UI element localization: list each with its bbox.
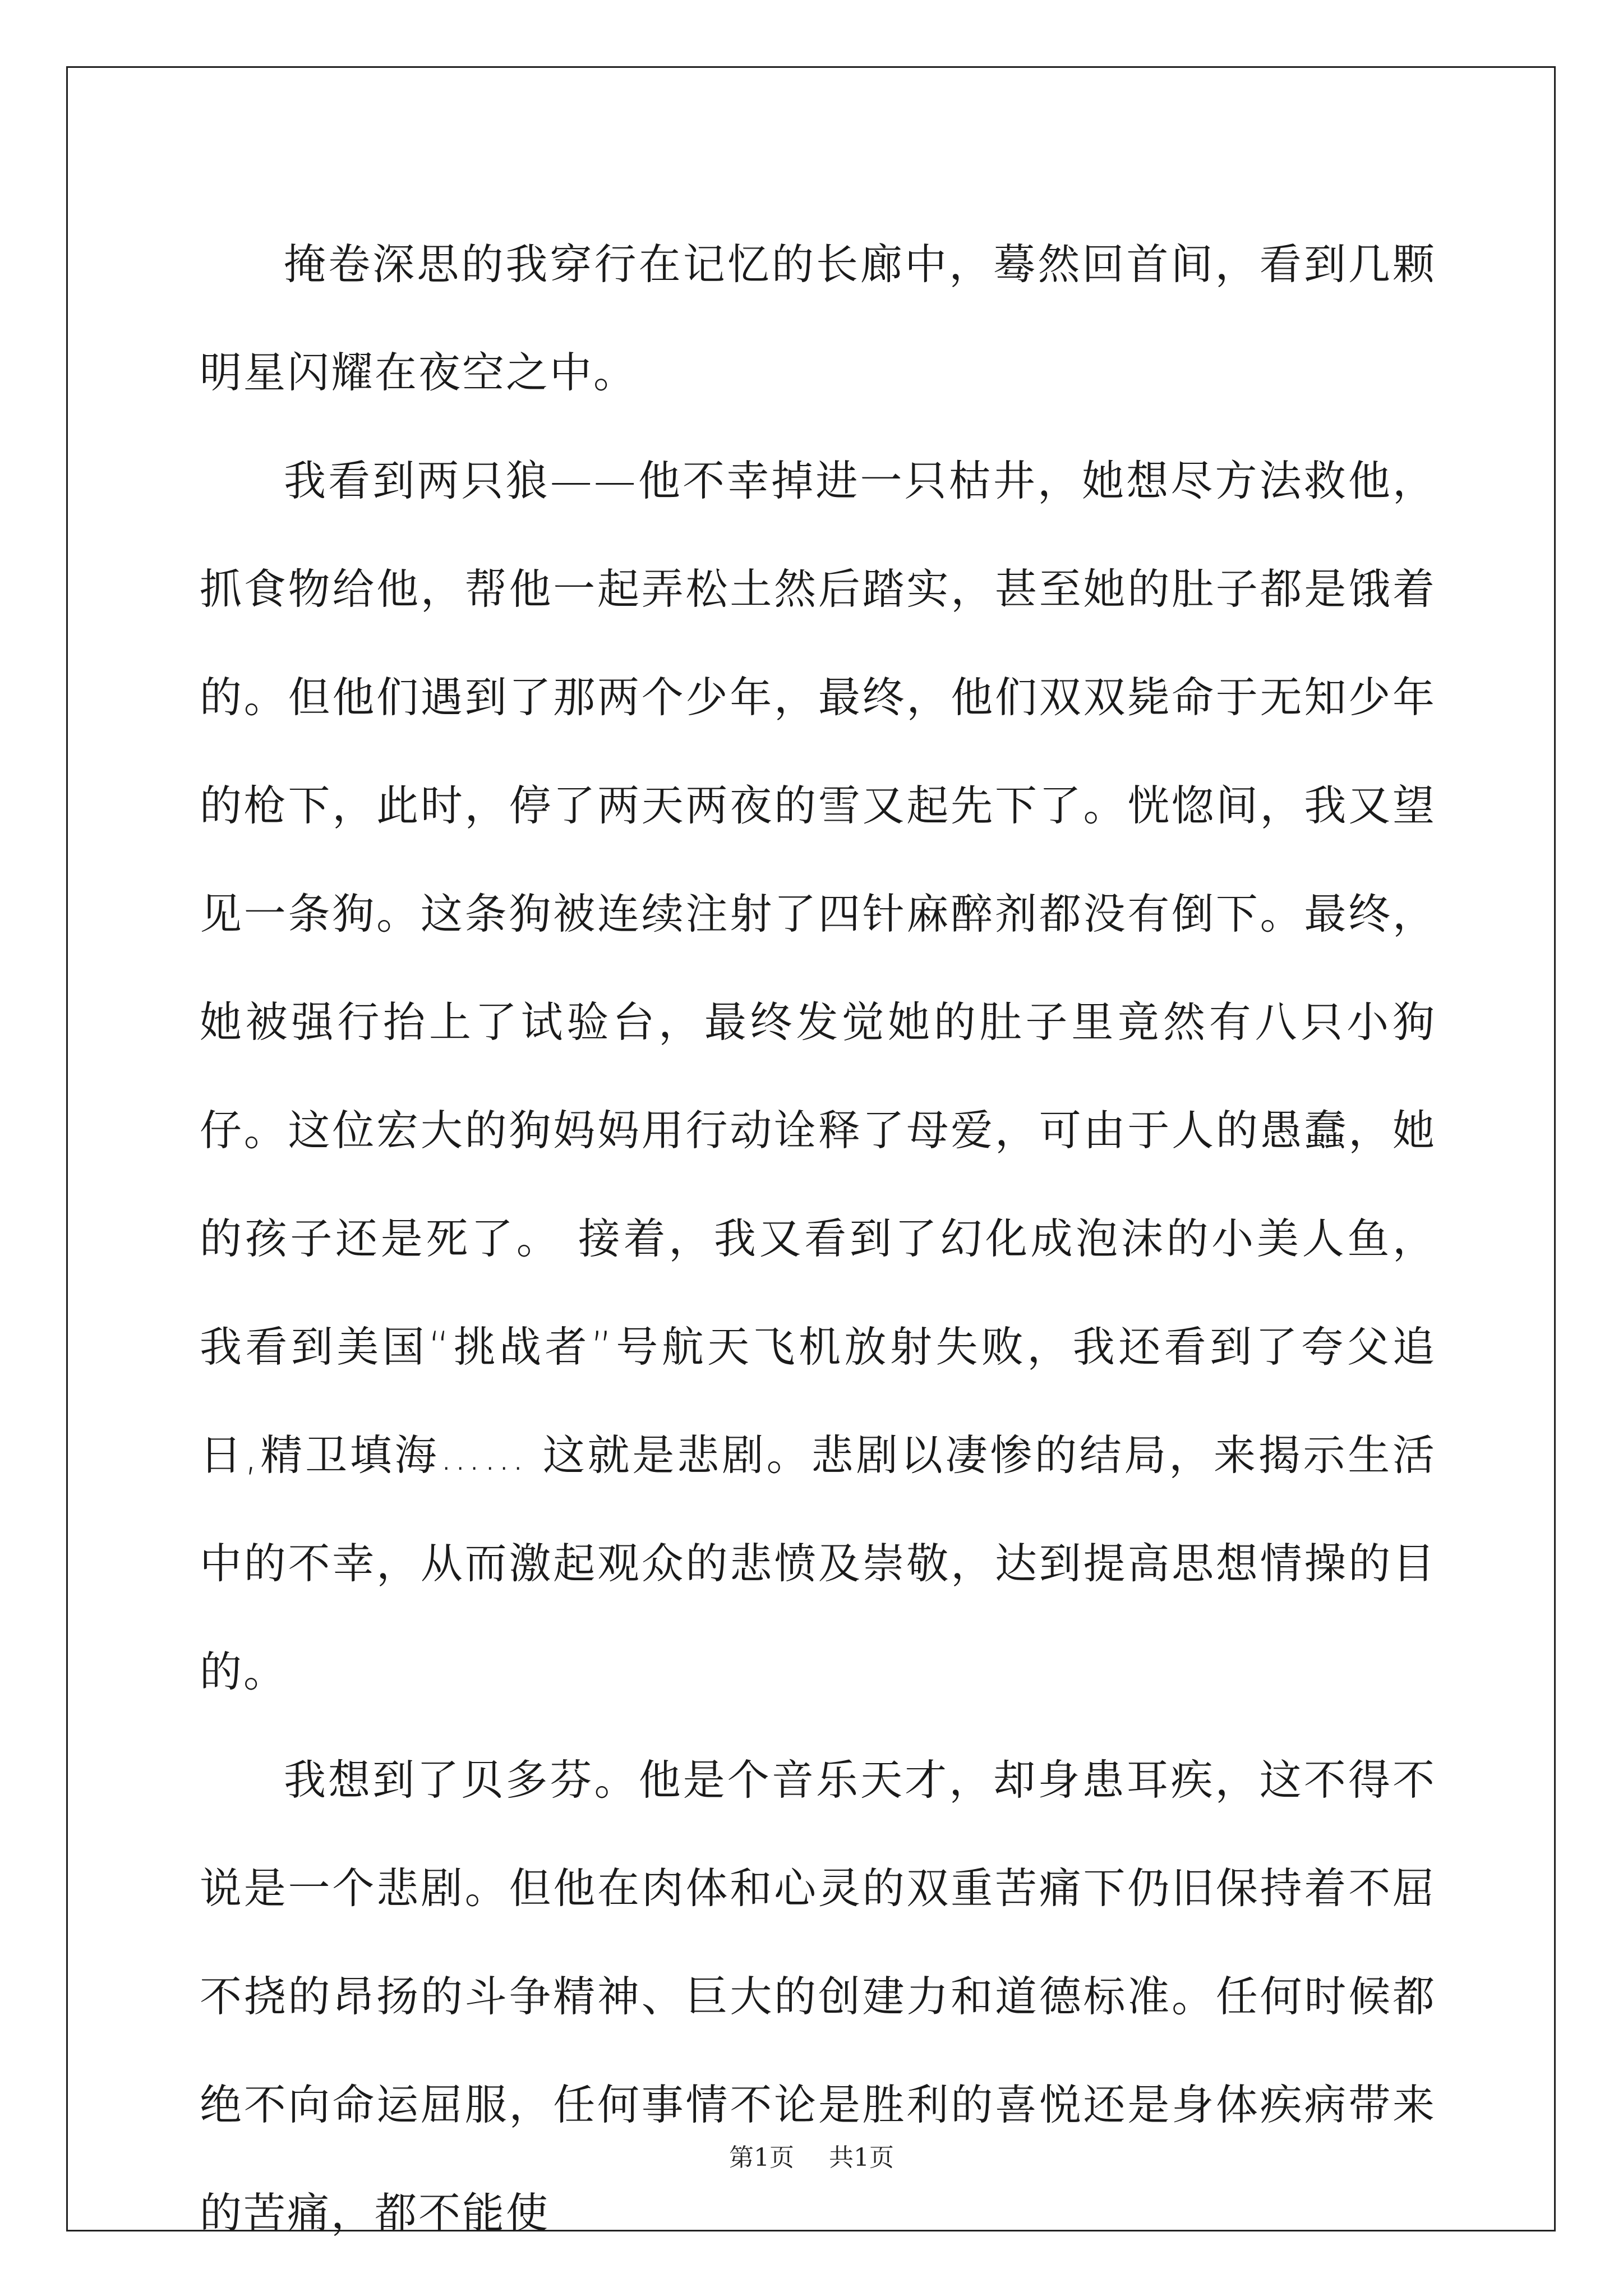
document-body: [200, 210, 1436, 2267]
paragraph-3: 我想到了贝多芬。他是个音乐天才，却身患耳疾，这不得不说是一个悲剧。但他在肉体和心灵的双重苦痛下仍旧保持着不屈不挠的昂扬的斗争精神、巨大的创建力和道德标准。任何时候都绝不向命运屈服，任何事情不论是胜利的喜悦还是身体疾病带来的苦痛，都不能使: [200, 1755, 1436, 2238]
paragraph-2: 我看到两只狼——他不幸掉进一只枯井，她想尽方法救他，抓食物给他，帮他一起弄松土然后踏实，甚至她的肚子都是饿着的。但他们遇到了那两个少年，最终，他们双双毙命于无知少年的枪下，此时，停了两天两夜的雪又起先下了。恍惚间，我又望见一条狗。这条狗被连续注射了四针麻醉剂都没有倒下。最终，她被强行抬上了试验台，最终发觉她的肚子里竟然有八只小狗仔。这位宏大的狗妈妈用行动诠释了母爱，可由于人的愚蠢，她的孩子还是死了。 接着，我又看到了幻化成泡沫的小美人鱼，我看到美国“挑战者”号航天飞机放射失败，我还看到了夸父追日,精卫填海…… 这就是悲剧。悲剧以凄惨的结局，来揭示生活中的不幸，从而激起观众的悲愤及崇敬，达到提高思想情操的目的。: [200, 456, 1436, 1696]
page-footer: [0, 2137, 1623, 2173]
page-total: 共1页: [829, 2143, 894, 2172]
page-number: 第1页: [729, 2143, 794, 2172]
paragraph-1: 掩卷深思的我穿行在记忆的长廊中，蓦然回首间，看到几颗明星闪耀在夜空之中。: [200, 240, 1436, 397]
